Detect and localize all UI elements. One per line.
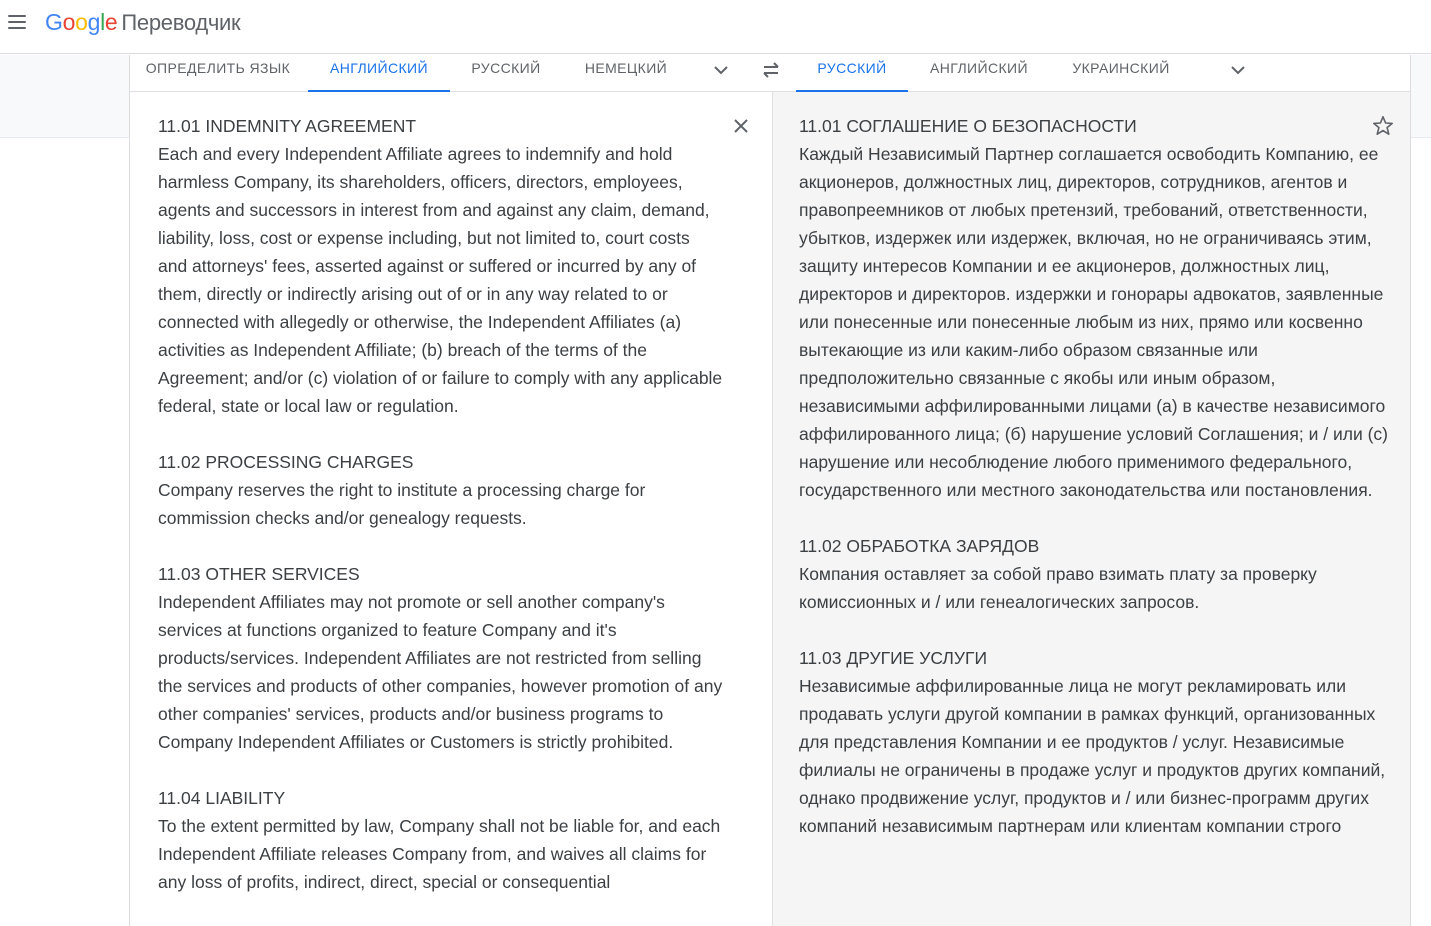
tab-source-german[interactable]: НЕМЕЦКИЙ — [584, 60, 668, 76]
tab-source-english[interactable]: АНГЛИЙСКИЙ — [308, 55, 450, 92]
google-translate-logo[interactable] — [45, 8, 240, 37]
swap-languages-icon[interactable] — [759, 59, 783, 81]
hamburger-menu-icon[interactable] — [7, 12, 27, 32]
source-text-input[interactable]: 11.01 INDEMNITY AGREEMENT Each and every Independent Affiliate agrees to indemnify and hold harmless Company, its shareholders, officers, directors, employees, agents and successors in interest from and against any claim, demand, liability, loss, cost or expense including, but not limited to, court costs and attorneys' fees, asserted against or suffered or incurred by any of them, directly or indirectly arising out of or in any way related to or connected with allegedly or otherwise, the Independent Affiliates (a) activities as Independent Affiliate; (b) breach of the terms of the Agreement; and/or (c) violation of or failure to comply with any applicable federal, state or local law or regulation. 11.02 PROCESSING CHARGES Company reserves the right to institute a processing charge for commission checks and/or genealogy requests. 11.03 OTHER SERVICES Independent Affiliates may not promote or sell another company's services at functions organized to feature Company and it's products/services. Independent Affiliates are not restricted from selling the services and products of other companies, however promotion of any other companies' services, products and/or business programs to Company Independent Affiliates or Customers is strictly prohibited. 11.04 LIABILITY To the extent permitted by law, Company shall not be liable for, and each Independent Affiliate releases Company from, and waives all claims for any loss of profits, indirect, direct, special or consequential — [158, 116, 723, 892]
tab-source-russian[interactable]: РУССКИЙ — [471, 60, 541, 76]
translation-pane — [772, 92, 1410, 926]
translation-card — [129, 55, 1411, 926]
tab-target-ukrainian[interactable]: УКРАИНСКИЙ — [1072, 60, 1170, 76]
chevron-down-icon[interactable] — [712, 62, 730, 78]
star-icon[interactable] — [1371, 114, 1395, 138]
chevron-down-icon[interactable] — [1229, 62, 1247, 78]
app-header — [0, 0, 1431, 54]
translated-text: 11.01 СОГЛАШЕНИЕ О БЕЗОПАСНОСТИ Каждый Независимый Партнер соглашается освободить Компанию, ее акционеров, должностных лиц, директоров, сотрудников, агентов и правопреемников от любых претензий, требований, ответственности, убытков, издержек или издержек, включая, но не ограничиваясь этим, защиту интересов Компании и ее акционеров, должностных лиц, директоров и директоров. издержки и гонорары адвокатов, заявленные или понесенные или понесенные любым из них, прямо или косвенно вытекающие из или каким-либо образом связанные или предположительно связанные с якобы или иным образом, независимыми аффилированными лицами (а) в качестве независимого аффилированного лица; (б) нарушение условий Соглашения; и / или (c) нарушение или несоблюдение любого применимого федерального, государственного или местного законодательства или постановления. 11.02 ОБРАБОТКА ЗАРЯДОВ Компания оставляет за собой право взимать плату за проверку комиссионных и / или генеалогических запросов. 11.03 ДРУГИЕ УСЛУГИ Независимые аффилированные лица не могут рекламировать или продавать услуги другой компании в рамках функций, организованных для представления Компании и ее продуктов / услуг. Независимые филиалы не ограничены в продаже услуг и продуктов других компаний, однако продвижение услуг, продуктов и / или бизнес-программ других компаний независимым партнерам или клиентам компании строго — [799, 116, 1389, 836]
product-name: Переводчик — [121, 10, 241, 35]
language-bar — [130, 55, 1410, 92]
tab-target-russian[interactable]: РУССКИЙ — [796, 55, 908, 92]
clear-text-icon[interactable] — [730, 115, 752, 137]
source-pane — [130, 92, 772, 926]
tab-detect-language[interactable]: ОПРЕДЕЛИТЬ ЯЗЫК — [145, 60, 291, 76]
tab-target-english[interactable]: АНГЛИЙСКИЙ — [930, 60, 1028, 76]
google-wordmark: Google — [45, 9, 118, 35]
